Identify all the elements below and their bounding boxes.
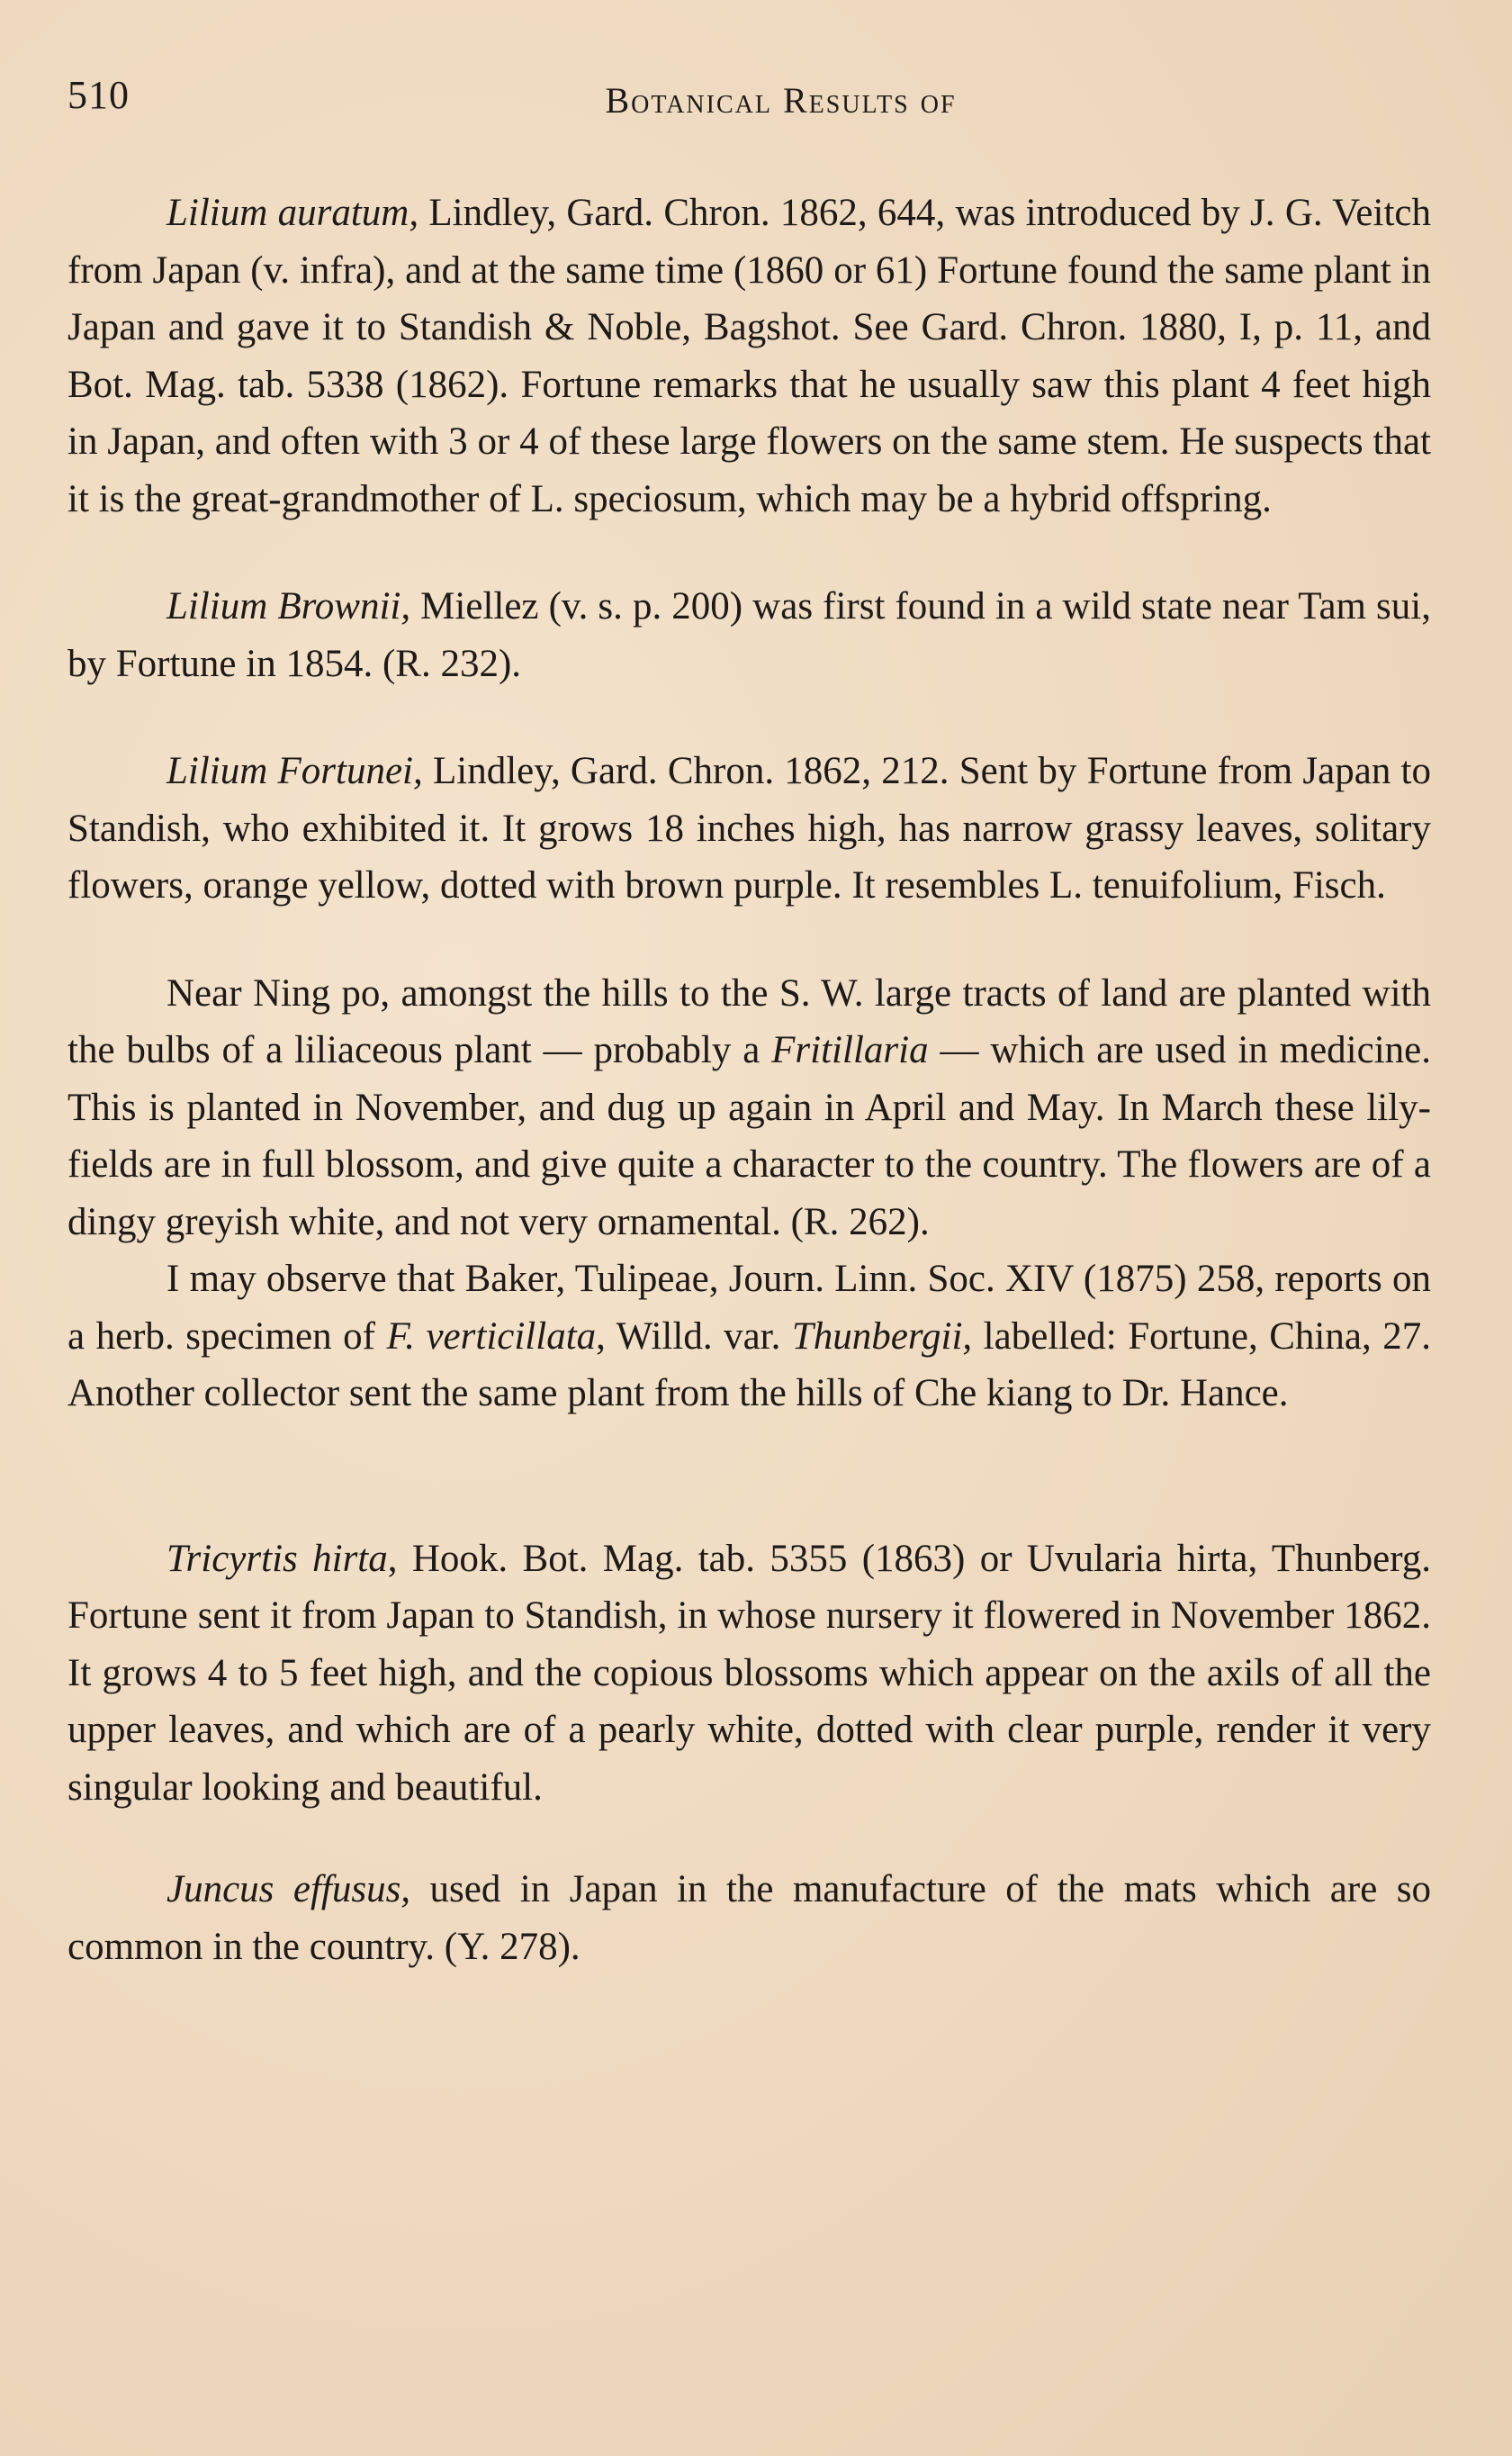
paragraph-text: , Hook. Bot. Mag. tab. 5355 (1863) or Uvularia hirta, Thunberg. Fortune sent it from Japan to Standish, in whose nursery it flowered in November 1862. It grows 4 to 5 feet high, and the copious blossoms which appear on the axils of all the upper leaves, and which are of a pearly white, dotted with clear purple, render it very singular looking and beautiful. [68,1537,1431,1809]
paragraph-text: labelled: Fortune, China, 27. Another collector sent the same plant from the hills of Che kiang to Dr. Hance. [68,1314,1431,1414]
paragraph-baker-note [68,1251,1431,1422]
paragraph-text: Miellez (v. s. p. 200) was first found in a wild state near Tam sui, by Fortune in 1854. (R. 232). [68,585,1431,685]
paragraph-text: Lindley, Gard. Chron. 1862, 644, was introduced by J. G. Veitch from Japan (v. infra), and at the same time (1860 or 61) Fortune found the same plant in Japan and gave it to Standish & Noble, Bagshot. See Gard. Chron. 1880, I, p. 11, and Bot. Mag. tab. 5338 (1862). Fortune remarks that he usually saw this plant 4 feet high in Japan, and often with 3 or 4 of these large flowers on the same stem. He suspects that it is the great-grandmother of L. speciosum, which may be a hybrid offspring. [68,192,1431,520]
paragraph-text: Near Ning po, amongst the hills to the S. W. large tracts of land are planted with the bulbs of a liliaceous plant — probably a [68,971,1431,1071]
page-number: 510 [68,73,130,117]
book-page [68,63,1431,1975]
species-name: F. verticillata [386,1314,597,1358]
species-name: Fritillaria [771,1029,929,1071]
running-title: Botanical Results of [605,80,957,121]
page-body [68,185,1431,1975]
species-name: Tricyrtis hirta [166,1537,388,1580]
paragraph-text: I may observe that Baker, Tulipeae, Journ. Linn. Soc. XIV (1875) 258, reports on a herb. specimen of [68,1258,1431,1358]
paragraph-text: — which are used in medicine. This is planted in November, and dug up again in April and May. In March these lily-fields are in full blossom, and give quite a character to the country. The flowers are of a dingy greyish white, and not very ornamental. (R. 262). [68,1029,1431,1243]
paragraph-lilium-brownii [68,578,1431,692]
paragraph-tricyrtis-hirta [68,1530,1431,1817]
running-header [68,63,1431,126]
paragraph-text: used in Japan in the manufacture of the mats which are so common in the country. (Y. 278). [68,1868,1431,1968]
paragraph-lilium-auratum [68,185,1431,528]
paragraph-juncus-effusus [68,1861,1431,1975]
paragraph-lilium-fortunei [68,743,1431,915]
species-name: Juncus effusus, [166,1868,411,1910]
variety-name: Thunbergii, [791,1314,973,1358]
paragraph-fritillaria [68,965,1431,1251]
species-name: Lilium Brownii, [166,585,411,628]
paragraph-text: Lindley, Gard. Chron. 1862, 212. Sent by Fortune from Japan to Standish, who exhibited it. It grows 18 inches high, has narrow grassy leaves, solitary flowers, orange yellow, dotted with brown purple. It resembles L. tenuifolium, Fisch. [68,750,1431,907]
species-name: Lilium auratum, [166,192,419,234]
paragraph-text: , Willd. var. [596,1314,792,1358]
species-name: Lilium Fortunei, [166,750,423,792]
